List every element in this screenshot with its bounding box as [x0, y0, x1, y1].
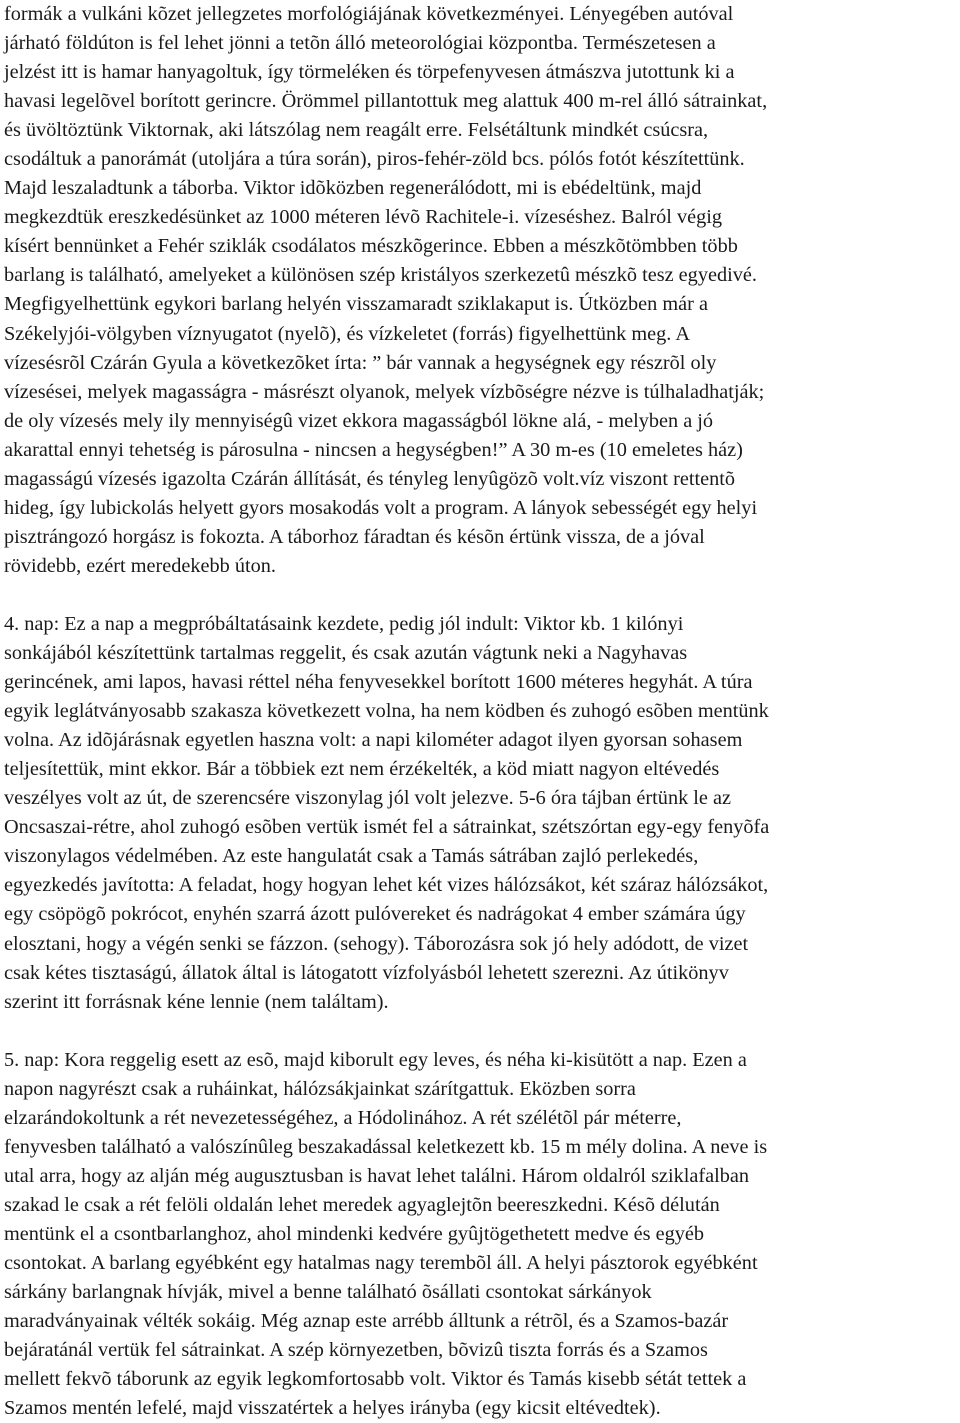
- text-line: magasságú vízesés igazolta Czárán állítását, és tényleg lenyûgözõ volt.víz viszont rettentõ: [4, 467, 736, 490]
- text-line: vízesésrõl Czárán Gyula a következõket írta: ” bár vannak a hegységnek egy részrõl oly: [4, 351, 717, 374]
- text-line: volna. Az idõjárásnak egyetlen haszna volt: a napi kilométer adagot ilyen gyorsan sohasem: [4, 729, 743, 752]
- text-line: szerint itt forrásnak kéne lennie (nem találtam).: [4, 990, 389, 1013]
- text-line: és üvöltöztünk Viktornak, aki látszólag nem reagált erre. Felsétáltunk mindkét csúcsra,: [4, 119, 709, 142]
- text-line: Székelyjói-völgyben víznyugatot (nyelõ), és vízkeletet (forrás) figyelhettünk meg. A: [4, 322, 690, 345]
- text-line: Majd leszaladtunk a táborba. Viktor idõközben regenerálódott, mi is ebédeltünk, majd: [4, 177, 702, 200]
- text-line: sárkány barlangnak hívják, mivel a benne található õsállati csontokat sárkányok: [4, 1281, 652, 1304]
- text-line: Oncsaszai-rétre, ahol zuhogó esõben vertük ismét fel a sátrainkat, szétszórtan egy-egy fenyõfa: [4, 816, 770, 839]
- paragraph-spacer: [4, 1017, 958, 1046]
- text-line: pisztrángozó horgász is fokozta. A táborhoz fáradtan és késõn értünk vissza, de a jóval: [4, 525, 705, 548]
- document-page: [4, 0, 958, 1423]
- text-line: gerincének, ami lapos, havasi réttel néha fenyvesekkel borított 1600 méteres hegyhát. A túra: [4, 671, 753, 694]
- text-line: bejáratánál vertük fel sátrainkat. A szép környezetben, bõvizû tiszta forrás és a Szamos: [4, 1339, 708, 1362]
- text-line: Megfigyelhettünk egykori barlang helyén visszamaradt sziklakaput is. Útközben már a: [4, 293, 708, 316]
- text-line: utal arra, hogy az alján még augusztusban is havat lehet találni. Három oldalról sziklafalban: [4, 1164, 750, 1187]
- paragraph-spacer: [4, 581, 958, 610]
- text-line: fenyvesben található a valószínûleg beszakadással keletkezett kb. 15 m mély dolina. A neve is: [4, 1135, 768, 1158]
- paragraph-day4: [4, 610, 958, 1017]
- text-line: napon nagyrészt csak a ruháinkat, hálózsákjainkat szárítgattuk. Eközben sorra: [4, 1077, 636, 1100]
- paragraph-day3-continued: [4, 0, 958, 581]
- paragraph-day5: [4, 1046, 958, 1423]
- text-line: mentünk el a csontbarlanghoz, ahol mindenki kedvére gyûjtögethetett medve és egyéb: [4, 1222, 705, 1245]
- text-line: kísért bennünket a Fehér sziklák csodálatos mészkõgerince. Ebben a mészkõtömbben több: [4, 235, 738, 258]
- text-line: hideg, így lubickolás helyett gyors mosakodás volt a program. A lányok sebességét egy helyi: [4, 496, 758, 519]
- text-line: elosztani, hogy a végén senki se fázzon. (sehogy). Táborozásra sok jó hely adódott, de vizet: [4, 932, 749, 955]
- text-line: de oly vízesés mely ily mennyiségû vizet ekkora magasságból lökne alá, - melyben a jó: [4, 409, 714, 432]
- text-line: csontokat. A barlang egyébként egy hatalmas nagy terembõl áll. A helyi pásztorok egyébként: [4, 1252, 758, 1275]
- text-line: 4. nap: Ez a nap a megpróbáltatásaink kezdete, pedig jól indult: Viktor kb. 1 kilónyi: [4, 612, 684, 635]
- text-line: csodáltuk a panorámát (utoljára a túra során), piros-fehér-zöld bcs. pólós fotót készítettünk.: [4, 148, 745, 171]
- text-line: egyik leglátványosabb szakasza következett volna, ha nem ködben és zuhogó esõben mentünk: [4, 700, 769, 723]
- text-line: megkezdtük ereszkedésünket az 1000 méteren lévõ Rachitele-i. vízeséshez. Balról végig: [4, 206, 723, 229]
- text-line: vízesései, melyek magasságra - másrészt olyanok, melyek vízbõségre nézve is túlhaladhatják;: [4, 380, 765, 403]
- text-line: formák a vulkáni kõzet jellegzetes morfológiájának következményei. Lényegében autóval: [4, 3, 734, 25]
- text-line: egy csöpögõ pokrócot, enyhén szarrá ázott pulóvereket és nadrágokat 4 ember számára úgy: [4, 903, 746, 926]
- text-line: teljesítettük, mint ekkor. Bár a többiek ezt nem érzékelték, a köd miatt nagyon eltévedés: [4, 758, 720, 781]
- text-line: jelzést itt is hamar hanyagoltuk, így törmeléken és törpefenyvesen átmászva jutottunk ki a: [4, 61, 735, 84]
- text-line: rövidebb, ezért meredekebb úton.: [4, 554, 276, 577]
- text-line: veszélyes volt az út, de szerencsére viszonylag jól volt jelezve. 5-6 óra tájban értünk le az: [4, 787, 732, 810]
- text-line: járható földúton is fel lehet jönni a tetõn álló meteorológiai központba. Természetesen a: [4, 32, 716, 55]
- text-line: barlang is található, amelyeket a különösen szép kristályos szerkezetû mészkõ tesz egyedivé.: [4, 264, 757, 287]
- text-line: egyezkedés javította: A feladat, hogy hogyan lehet két vizes hálózsákot, két száraz hálózsákot,: [4, 874, 769, 897]
- text-line: mellett fekvõ táborunk az egyik legkomfortosabb volt. Viktor és Tamás kisebb sétát tettek a: [4, 1368, 747, 1391]
- text-line: elzarándokoltunk a rét nevezetességéhez, a Hódolinához. A rét szélétõl pár méterre,: [4, 1106, 682, 1129]
- text-line: sonkájából készítettünk tartalmas reggelit, és csak azután vágtunk neki a Nagyhavas: [4, 642, 688, 665]
- text-line: szakad le csak a rét felöli oldalán lehet meredek agyaglejtõn beereszkedni. Késõ délután: [4, 1193, 720, 1216]
- text-line: maradványainak vélték sokáig. Még aznap este arrébb álltunk a rétrõl, és a Szamos-bazár: [4, 1310, 729, 1333]
- text-line: havasi legelõvel borított gerincre. Örömmel pillantottuk meg alattuk 400 m-rel álló sátrainkat,: [4, 90, 768, 113]
- text-line: csak kétes tisztaságú, állatok által is látogatott vízfolyásból lehetett szerezni. Az útikönyv: [4, 961, 729, 984]
- text-line: viszonylagos védelmében. Az este hangulatát csak a Tamás sátrában zajló perlekedés,: [4, 845, 699, 868]
- text-line: akarattal ennyi tehetség is párosulna - nincsen a hegységben!” A 30 m-es (10 emeletes ház): [4, 438, 743, 461]
- text-line: 5. nap: Kora reggelig esett az esõ, majd kiborult egy leves, és néha ki-kisütött a nap. Ezen a: [4, 1048, 747, 1071]
- text-line: Szamos mentén lefelé, majd visszatértek a helyes irányba (egy kicsit eltévedtek).: [4, 1397, 661, 1420]
